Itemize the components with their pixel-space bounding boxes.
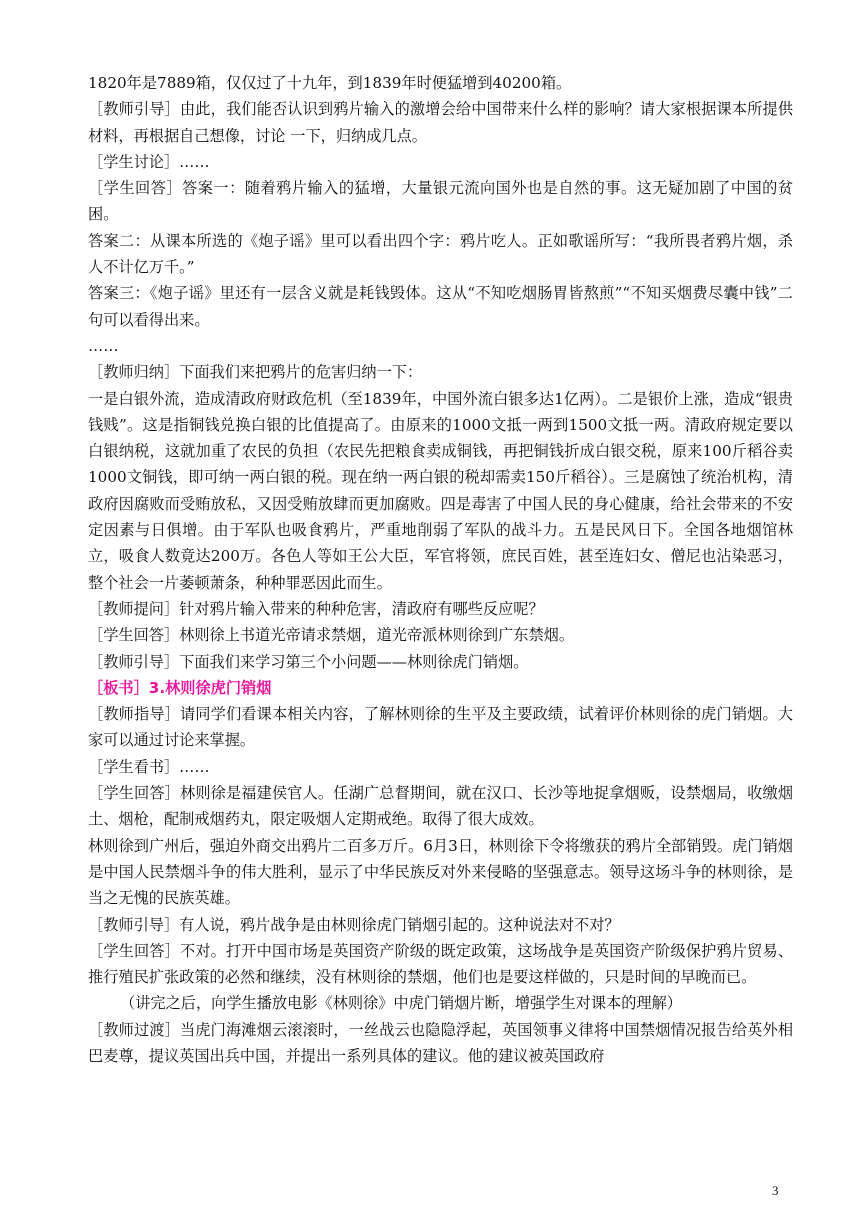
paragraph-teacher-question: ［教师提问］针对鸦片输入带来的种种危害，清政府有哪些反应呢？ bbox=[88, 599, 544, 618]
board-heading: ［板书］3.林则徐虎门销烟 bbox=[88, 678, 272, 697]
paragraph-opium-figures: 1820年是7889箱，仅仅过了十九年，到1839年时便猛增到40200箱。 bbox=[88, 74, 572, 92]
paragraph-teacher-guide-2: ［教师引导］下面我们来学习第三个小问题——林则徐虎门销烟。 bbox=[88, 652, 529, 671]
paragraph-teacher-summary: ［教师归纳］下面我们来把鸦片的危害归纳一下： bbox=[88, 363, 423, 382]
paragraph-harms-list: 一是白银外流，造成清政府财政危机（至1839年，中国外流白银多达1亿两）。二是银价上涨，造成“银贵钱贱”。这是指铜钱兑换白银的比值提高了。由原来的1000文抵一两到1500文抵一两。清政府规定要以白银纳税，这就加重了农民的负担（农民先把粮食卖成铜钱，再把铜钱折成白银交税，原来100斤稻谷卖1000文铜钱，即可纳一两白银的税。现在纳一两白银的税却需卖150斤稻谷）。三是腐蚀了统治机构，清政府因腐败而受贿放私，又因受贿放肆而更加腐败。四是毒害了中国人民的身心健康，给社会带来的不安定因素与日俱增。由于军队也吸食鸦片，严重地削弱了军队的战斗力。五是民风日下。全国各地烟馆林立，吸食人数竟达200万。各色人等如王公大臣，军官将领，庶民百姓，甚至连妇女、僧尼也沾染恶习，整个社会一片萎顿萧条，种种罪恶因此而生。 bbox=[88, 389, 793, 592]
paragraph-student-answer-1: ［学生回答］答案一：随着鸦片输入的猛增，大量银元流向国外也是自然的事。这无疑加剧了中国的贫困。 bbox=[88, 179, 793, 224]
paragraph-ellipsis: …… bbox=[88, 336, 119, 355]
paragraph-humen-destruction: 林则徐到广州后，强迫外商交出鸦片二百多万斤。6月3日，林则徐下令将缴获的鸦片全部销毁。虎门销烟是中国人民禁烟斗争的伟大胜利，显示了中华民族反对外来侵略的坚强意志。领导这场斗争的林则徐，是当之无愧的民族英雄。 bbox=[88, 836, 793, 908]
paragraph-answer-2: 答案二：从课本所选的《炮子谣》里可以看出四个字：鸦片吃人。正如歌谣所写：“我所畏者鸦片烟，杀人不计亿万千。” bbox=[88, 231, 793, 277]
page-number: 3 bbox=[772, 1183, 779, 1198]
paragraph-answer-3: 答案三：《炮子谣》里还有一层含义就是耗钱毁体。这从“不知吃烟肠胃皆熬煎”“不知买烟费尽囊中钱”二句可以看得出来。 bbox=[88, 284, 793, 329]
paragraph-teacher-transition: ［教师过渡］当虎门海滩烟云滚滚时，一丝战云也隐隐浮起，英国领事义律将中国禁烟情况报告给英外相巴麦尊，提议英国出兵中国，并提出一系列具体的建议。他的建议被英国政府 bbox=[88, 1020, 793, 1065]
paragraph-student-answer-3: ［学生回答］林则徐是福建侯官人。任湖广总督期间，就在汉口、长沙等地捉拿烟贩，设禁烟局，收缴烟土、烟枪，配制戒烟药丸，限定吸烟人定期戒绝。取得了很大成效。 bbox=[88, 784, 793, 829]
paragraph-student-discussion: ［学生讨论］…… bbox=[88, 152, 210, 171]
paragraph-teacher-instruction: ［教师指导］请同学们看课本相关内容，了解林则徐的生平及主要政绩，试着评价林则徐的虎门销烟。大家可以通过讨论来掌握。 bbox=[88, 705, 793, 750]
document-body bbox=[88, 70, 793, 1069]
paragraph-film-note: （讲完之后，向学生播放电影《林则徐》中虎门销烟片断，增强学生对课本的理解） bbox=[120, 994, 682, 1013]
paragraph-student-reading: ［学生看书］…… bbox=[88, 757, 210, 776]
paragraph-student-answer-2: ［学生回答］林则徐上书道光帝请求禁烟，道光帝派林则徐到广东禁烟。 bbox=[88, 626, 574, 645]
paragraph-student-answer-4: ［学生回答］不对。打开中国市场是英国资产阶级的既定政策，这场战争是英国资产阶级保护鸦片贸易、推行殖民扩张政策的必然和继续，没有林则徐的禁烟，他们也是要这样做的，只是时间的早晚而已。 bbox=[88, 941, 793, 987]
paragraph-teacher-guide-1: ［教师引导］由此，我们能否认识到鸦片输入的激增会给中国带来什么样的影响？请大家根据课本所提供材料，再根据自己想像，讨论 一下，归纳成几点。 bbox=[88, 100, 793, 145]
paragraph-teacher-guide-3: ［教师引导］有人说，鸦片战争是由林则徐虎门销烟引起的。这种说法对不对？ bbox=[88, 915, 620, 934]
